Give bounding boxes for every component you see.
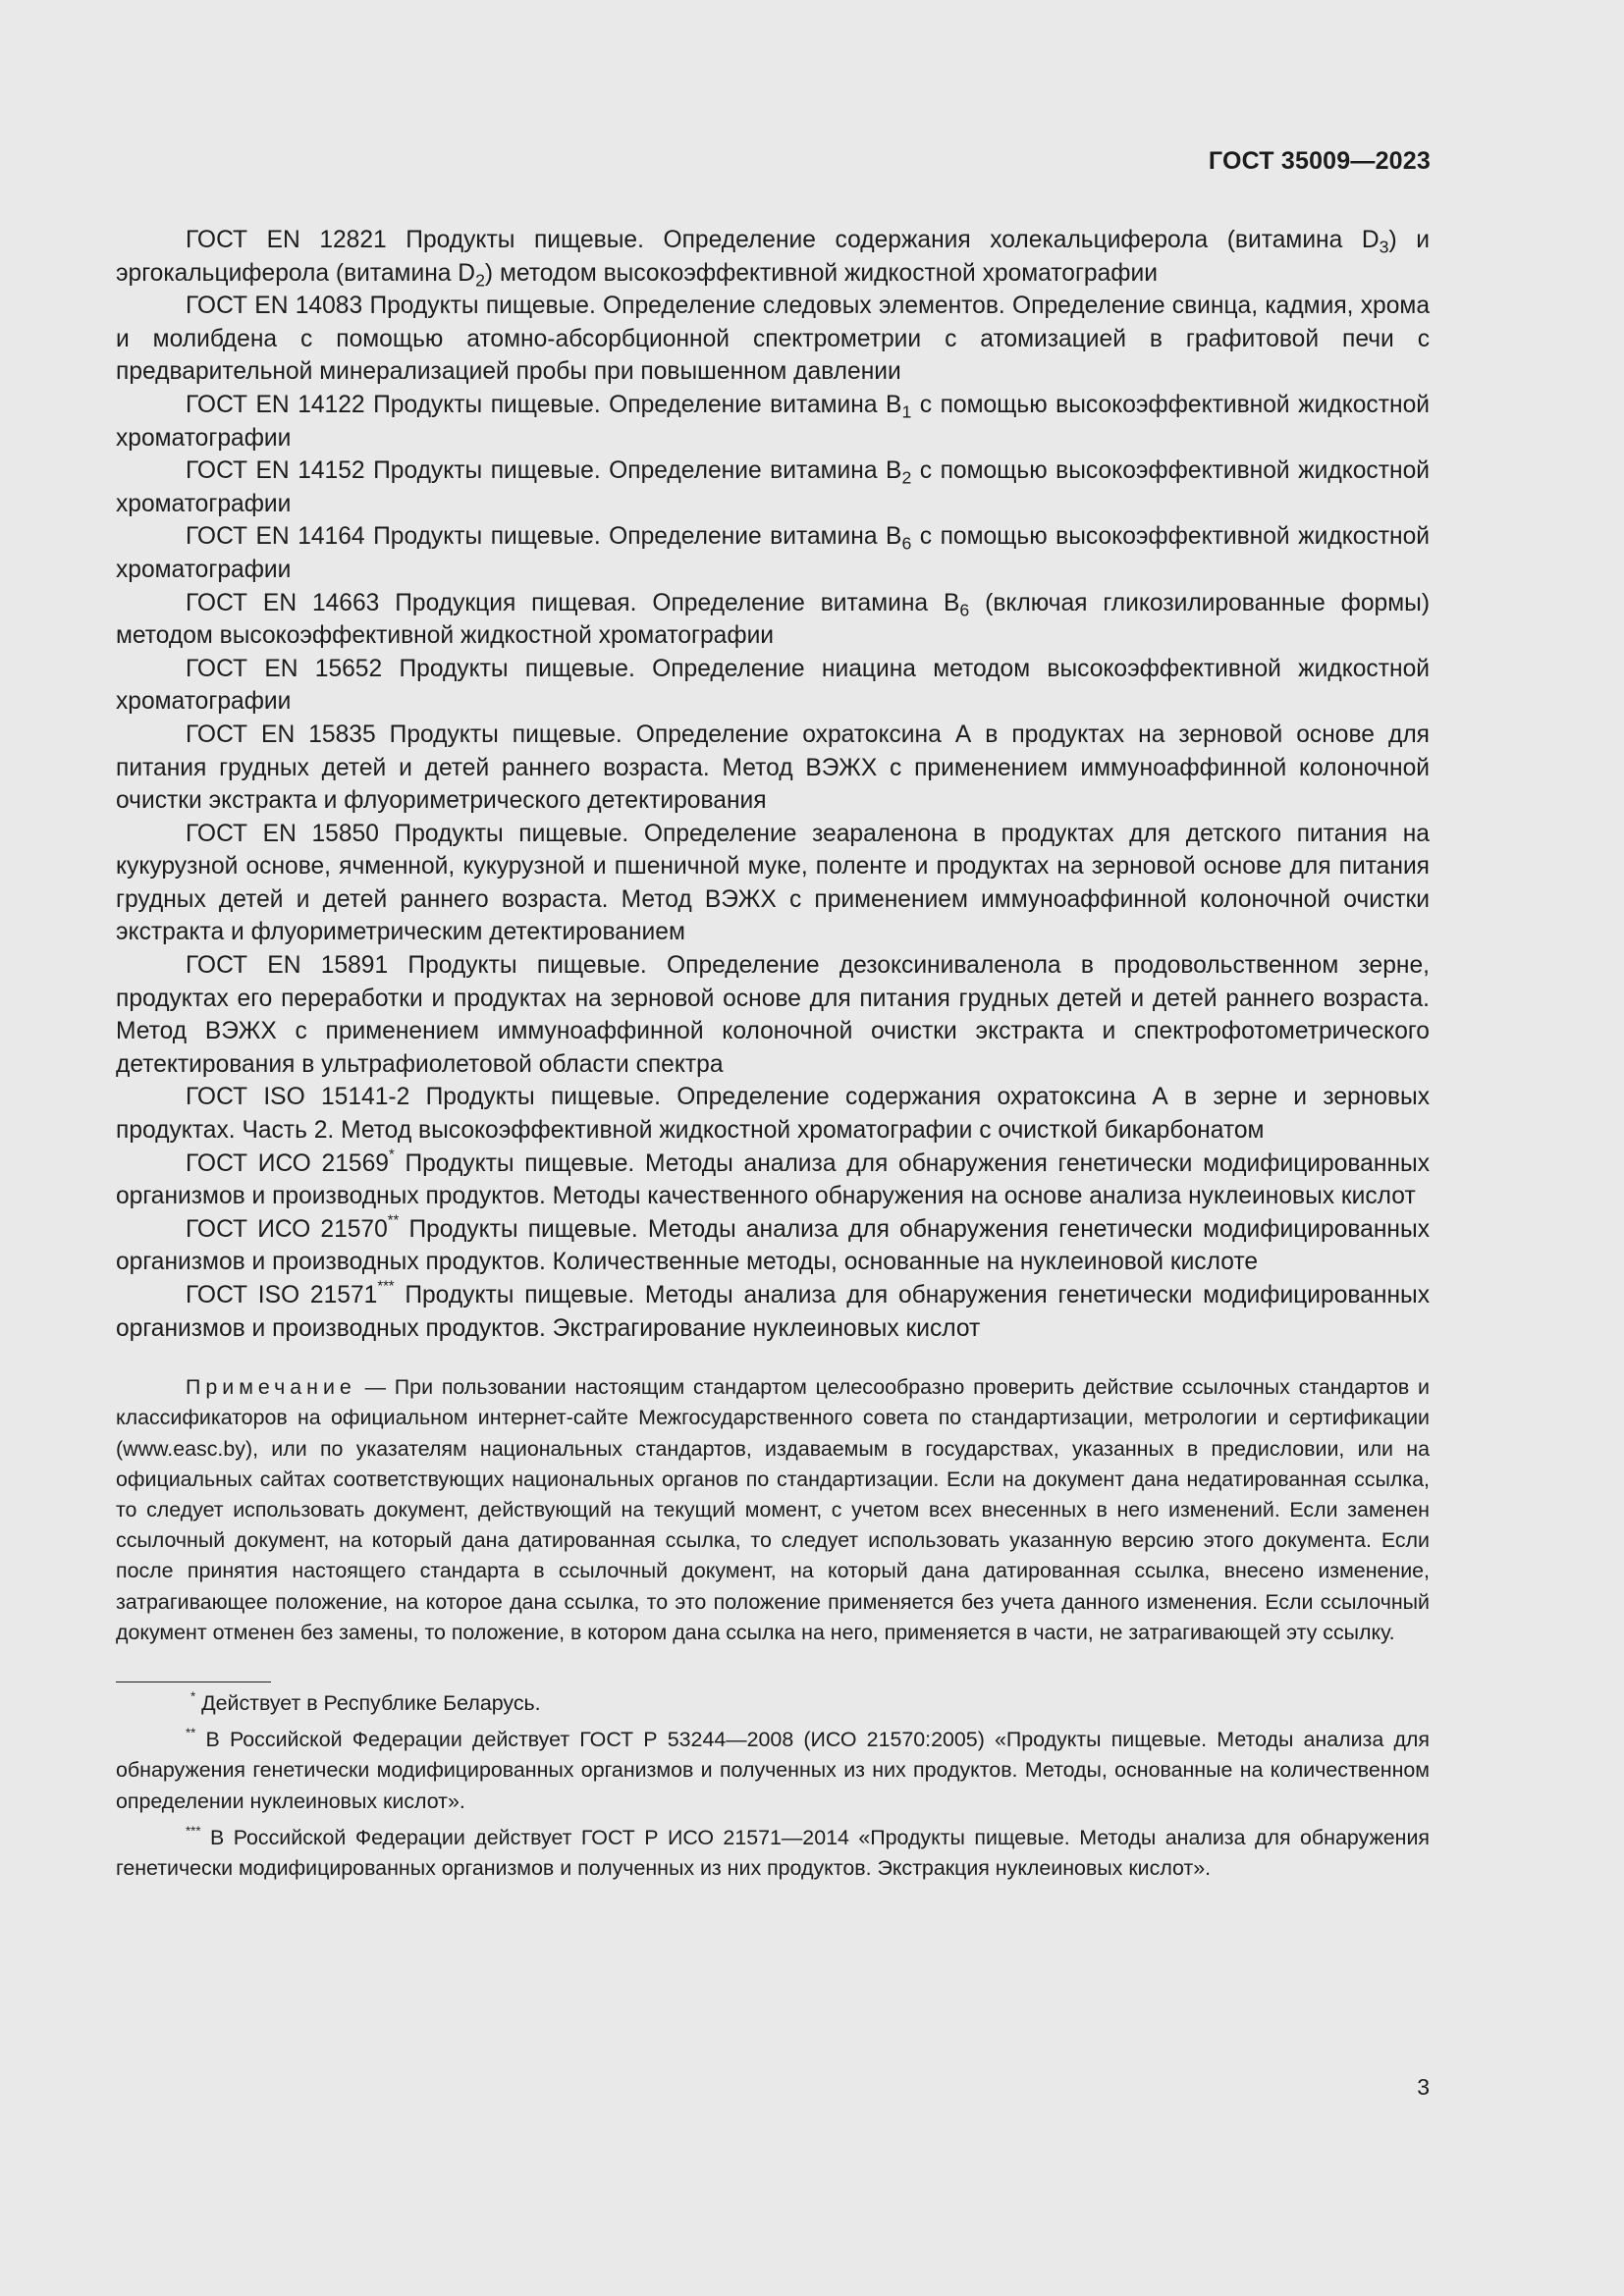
reference-code: ГОСТ EN 14122 xyxy=(186,391,374,418)
footnote-marker: ** xyxy=(387,1212,400,1229)
footnote-item xyxy=(116,1725,1430,1817)
footnote-marker: ** xyxy=(186,1725,196,1740)
reference-title: Продукты пищевые. Методы анализа для обнаружения генетически модифицированных организмов и производных продуктов. Количественные методы, основанные на нуклеиновой кислоте xyxy=(116,1215,1430,1276)
note-text: — При пользовании настоящим стандартом целесообразно проверить действие ссылочных стандартов и классификаторов на официальном интернет-сайте Межгосударственного совета по стандартизации, метрологии и сертификации (www.easc.by), или по указателям национальных стандартов, издаваемым в государствах, указанных в предисловии, или на официальных сайтах соответствующих национальных органов по стандартизации. Если на документ дана недатированная ссылка, то следует использовать документ, действующий на текущий момент, с учетом всех внесенных в него изменений. Если заменен ссылочный документ, на который дана датированная ссылка, то следует использовать указанную версию этого документа. Если после принятия настоящего стандарта в ссылочный документ, на который дана датированная ссылка, внесено изменение, затрагивающее положение, на которое дана ссылка, то это положение применяется без учета данного изменения. Если ссылочный документ отменен без замены, то положение, в котором дана ссылка на него, применяется в части, не затрагивающей эту ссылку. xyxy=(116,1375,1430,1644)
reference-item xyxy=(116,1279,1430,1345)
reference-title: Продукты пищевые. Определение содержания холекальциферола (витамина D xyxy=(406,227,1380,253)
reference-code: ГОСТ EN 15835 xyxy=(186,721,390,748)
reference-item xyxy=(116,587,1430,653)
reference-item xyxy=(116,949,1430,1081)
reference-title: Продукты пищевые. Определение витамина B xyxy=(373,457,902,485)
reference-item xyxy=(116,454,1430,520)
subscript: 2 xyxy=(901,467,912,488)
footnote-marker: *** xyxy=(186,1823,201,1839)
footnote-text: Действует в Республике Беларусь. xyxy=(195,1691,541,1716)
reference-item xyxy=(116,1148,1430,1213)
reference-title: Продукты пищевые. Определение дезоксиниваленола в продовольственном зерне, продуктах его переработки и продуктах на зерновой основе для питания грудных детей и детей раннего возраста. Метод ВЭЖХ с применением иммуноаффинной колоночной очистки экстракта и спектрофотометрического детектирования в ультрафиолетовой области спектра xyxy=(116,952,1430,1078)
reference-title: Продукты пищевые. Методы анализа для обнаружения генетически модифицированных организмов и производных продуктов. Экстрагирование нуклеиновых кислот xyxy=(116,1282,1430,1342)
reference-title: с помощью высокоэффективной жидкостной хроматографии xyxy=(116,391,1430,452)
reference-item xyxy=(116,653,1430,719)
reference-code: ГОСТ EN 15652 xyxy=(186,655,400,682)
reference-code: ГОСТ EN 14083 xyxy=(186,293,370,320)
reference-code: ГОСТ EN 14152 xyxy=(186,457,374,485)
footnote-text: В Российской Федерации действует ГОСТ Р ИСО 21571—2014 «Продукты пищевые. Методы анализа для обнаружения генетически модифицированных организмов и полученных из них продуктов. Экстракция нуклеиновых кислот». xyxy=(116,1825,1430,1881)
reference-title: Продукция пищевая. Определение витамина B xyxy=(395,589,960,616)
reference-title: Продукты пищевые. Определение витамина B xyxy=(373,391,902,418)
reference-title: с помощью высокоэффективной жидкостной хроматографии xyxy=(116,523,1430,583)
reference-item xyxy=(116,389,1430,454)
footnote-item xyxy=(116,1688,1430,1719)
reference-title: с помощью высокоэффективной жидкостной хроматографии xyxy=(116,457,1430,517)
subscript: 3 xyxy=(1379,237,1389,257)
reference-code: ГОСТ ISO 15141-2 xyxy=(186,1084,426,1111)
reference-item xyxy=(116,224,1430,290)
reference-item xyxy=(116,1081,1430,1147)
reference-title: (включая гликозилированные формы) методом высокоэффективной жидкостной хроматографии xyxy=(116,589,1431,650)
reference-title: Продукты пищевые. Определение охратоксина А в продуктах на зерновой основе для питания грудных детей и детей раннего возраста. Метод ВЭЖХ с применением иммуноаффинной колоночной очистки экстракта и флуориметрического детектирования xyxy=(116,721,1430,815)
document-code-header: ГОСТ 35009—2023 xyxy=(1208,147,1431,175)
footnote-item xyxy=(116,1823,1430,1884)
reference-code: ГОСТ ИСО 21569 xyxy=(186,1149,389,1177)
reference-item xyxy=(116,818,1430,949)
subscript: 1 xyxy=(901,401,912,422)
reference-title: Продукты пищевые. Определение витамина B xyxy=(373,523,902,551)
reference-item xyxy=(116,719,1430,818)
reference-code: ГОСТ EN 15850 xyxy=(186,820,395,847)
reference-code: ГОСТ EN 14663 xyxy=(186,589,396,616)
reference-title: Продукты пищевые. Определение ниацина методом высокоэффективной жидкостной хроматографии xyxy=(116,655,1430,716)
footnote-marker: *** xyxy=(377,1278,395,1295)
reference-item xyxy=(116,290,1430,389)
subscript: 6 xyxy=(901,533,912,554)
subscript: 2 xyxy=(475,269,485,290)
reference-code: ГОСТ ISO 21571 xyxy=(186,1282,378,1308)
subscript: 6 xyxy=(959,599,970,619)
reference-code: ГОСТ EN 12821 xyxy=(186,227,406,253)
references-section xyxy=(116,224,1430,1884)
reference-title: Продукты пищевые. Определение зеараленона в продуктах для детского питания на кукурузной основе, ячменной, кукурузной и пшеничной муке, поленте и продуктах на зерновой основе для питания грудных детей и детей раннего возраста. Метод ВЭЖХ с применением иммуноаффинной колоночной очистки экстракта и флуориметрическим детектированием xyxy=(116,820,1430,946)
reference-title: ) методом высокоэффективной жидкостной хроматографии xyxy=(484,259,1158,287)
reference-code: ГОСТ EN 15891 xyxy=(186,952,408,980)
reference-title: Продукты пищевые. Методы анализа для обнаружения генетически модифицированных организмов и производных продуктов. Методы качественного обнаружения на основе анализа нуклеиновых кислот xyxy=(116,1149,1430,1210)
reference-title: ) и эргокальциферола (витамина D xyxy=(116,227,1430,287)
reference-title: Продукты пищевые. Определение содержания охратоксина А в зерне и зерновых продуктах. Часть 2. Метод высокоэффективной жидкостной хроматографии с очисткой бикарбонатом xyxy=(116,1084,1430,1145)
page-number: 3 xyxy=(1417,2074,1430,2100)
note-label: Примечание xyxy=(186,1375,356,1400)
reference-code: ГОСТ EN 14164 xyxy=(186,523,374,551)
footnote-marker: * xyxy=(190,1688,196,1704)
reference-item xyxy=(116,1213,1430,1279)
reference-item xyxy=(116,520,1430,586)
reference-title: Продукты пищевые. Определение следовых элементов. Определение свинца, кадмия, хрома и молибдена с помощью атомно-абсорбционной спектрометрии с атомизацией в графитовой печи с предварительной минерализацией пробы при повышенном давлении xyxy=(116,293,1430,386)
footnote-marker: * xyxy=(388,1147,395,1163)
footnote-text: В Российской Федерации действует ГОСТ Р 53244—2008 (ИСО 21570:2005) «Продукты пищевые. Методы анализа для обнаружения генетически модифицированных организмов и полученных из них продуктов. Методы, основанные на количественном определении нуклеиновых кислот». xyxy=(116,1728,1430,1813)
note-paragraph xyxy=(116,1372,1430,1648)
reference-code: ГОСТ ИСО 21570 xyxy=(186,1215,388,1243)
